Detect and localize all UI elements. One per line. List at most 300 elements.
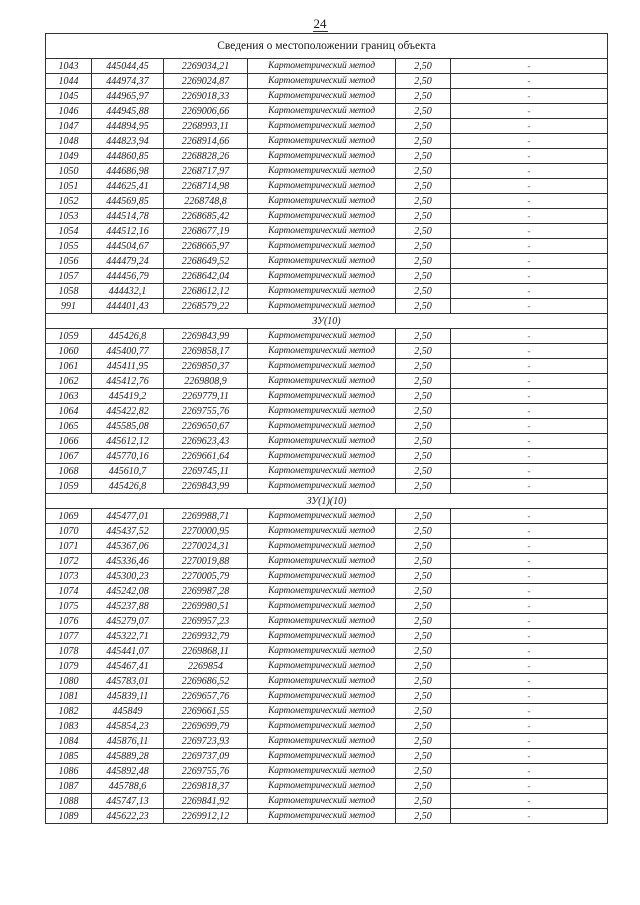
table-row xyxy=(46,404,608,419)
x-coordinate-cell: 444479,24 xyxy=(92,254,164,269)
description-cell: - xyxy=(451,419,608,434)
accuracy-cell: 2,50 xyxy=(396,734,451,749)
y-coordinate-cell: 2270024,31 xyxy=(164,539,248,554)
description-cell: - xyxy=(451,779,608,794)
x-coordinate-cell: 445279,07 xyxy=(92,614,164,629)
x-coordinate-cell: 445747,13 xyxy=(92,794,164,809)
table-row xyxy=(46,719,608,734)
table-row xyxy=(46,539,608,554)
y-coordinate-cell: 2269024,87 xyxy=(164,74,248,89)
y-coordinate-cell: 2269957,23 xyxy=(164,614,248,629)
description-cell: - xyxy=(451,479,608,494)
x-coordinate-cell: 445854,23 xyxy=(92,719,164,734)
y-coordinate-cell: 2269657,76 xyxy=(164,689,248,704)
y-coordinate-cell: 2269854 xyxy=(164,659,248,674)
accuracy-cell: 2,50 xyxy=(396,329,451,344)
table-row xyxy=(46,509,608,524)
description-cell: - xyxy=(451,389,608,404)
x-coordinate-cell: 444504,67 xyxy=(92,239,164,254)
point-number-cell: 1076 xyxy=(46,614,92,629)
method-cell: Картометрический метод xyxy=(248,659,396,674)
method-cell: Картометрический метод xyxy=(248,479,396,494)
accuracy-cell: 2,50 xyxy=(396,584,451,599)
point-number-cell: 1043 xyxy=(46,59,92,74)
method-cell: Картометрический метод xyxy=(248,509,396,524)
point-number-cell: 1044 xyxy=(46,74,92,89)
y-coordinate-cell: 2268579,22 xyxy=(164,299,248,314)
accuracy-cell: 2,50 xyxy=(396,599,451,614)
x-coordinate-cell: 445237,88 xyxy=(92,599,164,614)
x-coordinate-cell: 444625,41 xyxy=(92,179,164,194)
method-cell: Картометрический метод xyxy=(248,404,396,419)
y-coordinate-cell: 2269018,33 xyxy=(164,89,248,104)
x-coordinate-cell: 444512,16 xyxy=(92,224,164,239)
accuracy-cell: 2,50 xyxy=(396,539,451,554)
accuracy-cell: 2,50 xyxy=(396,194,451,209)
method-cell: Картометрический метод xyxy=(248,554,396,569)
description-cell: - xyxy=(451,329,608,344)
section-heading-row xyxy=(46,314,608,329)
table-row xyxy=(46,269,608,284)
accuracy-cell: 2,50 xyxy=(396,104,451,119)
accuracy-cell: 2,50 xyxy=(396,359,451,374)
point-number-cell: 1088 xyxy=(46,794,92,809)
table-row xyxy=(46,329,608,344)
accuracy-cell: 2,50 xyxy=(396,269,451,284)
x-coordinate-cell: 445889,28 xyxy=(92,749,164,764)
y-coordinate-cell: 2269650,67 xyxy=(164,419,248,434)
method-cell: Картометрический метод xyxy=(248,464,396,479)
description-cell: - xyxy=(451,689,608,704)
description-cell: - xyxy=(451,344,608,359)
table-row xyxy=(46,419,608,434)
x-coordinate-cell: 444514,78 xyxy=(92,209,164,224)
section-heading-row xyxy=(46,494,608,509)
x-coordinate-cell: 445367,06 xyxy=(92,539,164,554)
accuracy-cell: 2,50 xyxy=(396,569,451,584)
point-number-cell: 1067 xyxy=(46,449,92,464)
y-coordinate-cell: 2268642,04 xyxy=(164,269,248,284)
accuracy-cell: 2,50 xyxy=(396,524,451,539)
method-cell: Картометрический метод xyxy=(248,794,396,809)
x-coordinate-cell: 444686,98 xyxy=(92,164,164,179)
table-row xyxy=(46,134,608,149)
y-coordinate-cell: 2269623,43 xyxy=(164,434,248,449)
method-cell: Картометрический метод xyxy=(248,209,396,224)
method-cell: Картометрический метод xyxy=(248,299,396,314)
method-cell: Картометрический метод xyxy=(248,599,396,614)
method-cell: Картометрический метод xyxy=(248,194,396,209)
y-coordinate-cell: 2268748,8 xyxy=(164,194,248,209)
accuracy-cell: 2,50 xyxy=(396,554,451,569)
point-number-cell: 1086 xyxy=(46,764,92,779)
accuracy-cell: 2,50 xyxy=(396,704,451,719)
table-row xyxy=(46,344,608,359)
point-number-cell: 1053 xyxy=(46,209,92,224)
accuracy-cell: 2,50 xyxy=(396,149,451,164)
y-coordinate-cell: 2269858,17 xyxy=(164,344,248,359)
table-row xyxy=(46,569,608,584)
table-row xyxy=(46,614,608,629)
table-title-row xyxy=(46,34,608,59)
table-row xyxy=(46,659,608,674)
description-cell: - xyxy=(451,194,608,209)
table-row xyxy=(46,464,608,479)
x-coordinate-cell: 445839,11 xyxy=(92,689,164,704)
x-coordinate-cell: 444974,37 xyxy=(92,74,164,89)
description-cell: - xyxy=(451,749,608,764)
x-coordinate-cell: 445441,07 xyxy=(92,644,164,659)
method-cell: Картометрический метод xyxy=(248,704,396,719)
table-row xyxy=(46,284,608,299)
y-coordinate-cell: 2269980,51 xyxy=(164,599,248,614)
description-cell: - xyxy=(451,524,608,539)
x-coordinate-cell: 445242,08 xyxy=(92,584,164,599)
y-coordinate-cell: 2268993,11 xyxy=(164,119,248,134)
description-cell: - xyxy=(451,464,608,479)
point-number-cell: 1073 xyxy=(46,569,92,584)
table-title: Сведения о местоположении границ объекта xyxy=(46,34,608,59)
accuracy-cell: 2,50 xyxy=(396,164,451,179)
table-row xyxy=(46,209,608,224)
description-cell: - xyxy=(451,659,608,674)
table-row xyxy=(46,254,608,269)
x-coordinate-cell: 445783,01 xyxy=(92,674,164,689)
accuracy-cell: 2,50 xyxy=(396,749,451,764)
x-coordinate-cell: 445426,8 xyxy=(92,329,164,344)
point-number-cell: 1057 xyxy=(46,269,92,284)
description-cell: - xyxy=(451,239,608,254)
table-row xyxy=(46,479,608,494)
x-coordinate-cell: 445612,12 xyxy=(92,434,164,449)
accuracy-cell: 2,50 xyxy=(396,209,451,224)
point-number-cell: 1078 xyxy=(46,644,92,659)
y-coordinate-cell: 2269850,37 xyxy=(164,359,248,374)
method-cell: Картометрический метод xyxy=(248,719,396,734)
point-number-cell: 1060 xyxy=(46,344,92,359)
accuracy-cell: 2,50 xyxy=(396,239,451,254)
x-coordinate-cell: 445477,01 xyxy=(92,509,164,524)
accuracy-cell: 2,50 xyxy=(396,719,451,734)
point-number-cell: 1074 xyxy=(46,584,92,599)
method-cell: Картометрический метод xyxy=(248,734,396,749)
accuracy-cell: 2,50 xyxy=(396,134,451,149)
method-cell: Картометрический метод xyxy=(248,809,396,824)
table-row xyxy=(46,224,608,239)
method-cell: Картометрический метод xyxy=(248,674,396,689)
accuracy-cell: 2,50 xyxy=(396,389,451,404)
point-number-cell: 1069 xyxy=(46,509,92,524)
x-coordinate-cell: 445411,95 xyxy=(92,359,164,374)
x-coordinate-cell: 445437,52 xyxy=(92,524,164,539)
method-cell: Картометрический метод xyxy=(248,614,396,629)
point-number-cell: 1065 xyxy=(46,419,92,434)
y-coordinate-cell: 2269818,37 xyxy=(164,779,248,794)
point-number-cell: 1045 xyxy=(46,89,92,104)
method-cell: Картометрический метод xyxy=(248,689,396,704)
point-number-cell: 1059 xyxy=(46,479,92,494)
method-cell: Картометрический метод xyxy=(248,764,396,779)
y-coordinate-cell: 2269661,55 xyxy=(164,704,248,719)
accuracy-cell: 2,50 xyxy=(396,374,451,389)
table-row xyxy=(46,584,608,599)
point-number-cell: 1055 xyxy=(46,239,92,254)
accuracy-cell: 2,50 xyxy=(396,479,451,494)
y-coordinate-cell: 2269755,76 xyxy=(164,404,248,419)
accuracy-cell: 2,50 xyxy=(396,284,451,299)
description-cell: - xyxy=(451,539,608,554)
method-cell: Картометрический метод xyxy=(248,59,396,74)
table-row xyxy=(46,194,608,209)
method-cell: Картометрический метод xyxy=(248,224,396,239)
point-number-cell: 1058 xyxy=(46,284,92,299)
point-number-cell: 991 xyxy=(46,299,92,314)
point-number-cell: 1063 xyxy=(46,389,92,404)
y-coordinate-cell: 2268612,12 xyxy=(164,284,248,299)
x-coordinate-cell: 445622,23 xyxy=(92,809,164,824)
accuracy-cell: 2,50 xyxy=(396,299,451,314)
accuracy-cell: 2,50 xyxy=(396,629,451,644)
table-row xyxy=(46,149,608,164)
y-coordinate-cell: 2269034,21 xyxy=(164,59,248,74)
point-number-cell: 1066 xyxy=(46,434,92,449)
point-number-cell: 1071 xyxy=(46,539,92,554)
y-coordinate-cell: 2268685,42 xyxy=(164,209,248,224)
point-number-cell: 1085 xyxy=(46,749,92,764)
table-row xyxy=(46,809,608,824)
accuracy-cell: 2,50 xyxy=(396,689,451,704)
description-cell: - xyxy=(451,284,608,299)
point-number-cell: 1082 xyxy=(46,704,92,719)
page-number: 24 xyxy=(313,16,327,31)
y-coordinate-cell: 2270005,79 xyxy=(164,569,248,584)
table-row xyxy=(46,674,608,689)
method-cell: Картометрический метод xyxy=(248,104,396,119)
method-cell: Картометрический метод xyxy=(248,389,396,404)
x-coordinate-cell: 444569,85 xyxy=(92,194,164,209)
table-row xyxy=(46,749,608,764)
y-coordinate-cell: 2269006,66 xyxy=(164,104,248,119)
point-number-cell: 1081 xyxy=(46,689,92,704)
x-coordinate-cell: 445892,48 xyxy=(92,764,164,779)
accuracy-cell: 2,50 xyxy=(396,779,451,794)
method-cell: Картометрический метод xyxy=(248,254,396,269)
accuracy-cell: 2,50 xyxy=(396,224,451,239)
description-cell: - xyxy=(451,584,608,599)
accuracy-cell: 2,50 xyxy=(396,464,451,479)
accuracy-cell: 2,50 xyxy=(396,434,451,449)
point-number-cell: 1059 xyxy=(46,329,92,344)
point-number-cell: 1075 xyxy=(46,599,92,614)
description-cell: - xyxy=(451,599,608,614)
point-number-cell: 1064 xyxy=(46,404,92,419)
accuracy-cell: 2,50 xyxy=(396,509,451,524)
point-number-cell: 1072 xyxy=(46,554,92,569)
table-row xyxy=(46,689,608,704)
y-coordinate-cell: 2269699,79 xyxy=(164,719,248,734)
method-cell: Картометрический метод xyxy=(248,434,396,449)
method-cell: Картометрический метод xyxy=(248,644,396,659)
y-coordinate-cell: 2269723,93 xyxy=(164,734,248,749)
table-row xyxy=(46,104,608,119)
accuracy-cell: 2,50 xyxy=(396,179,451,194)
point-number-cell: 1077 xyxy=(46,629,92,644)
table-row xyxy=(46,449,608,464)
accuracy-cell: 2,50 xyxy=(396,59,451,74)
description-cell: - xyxy=(451,629,608,644)
accuracy-cell: 2,50 xyxy=(396,89,451,104)
description-cell: - xyxy=(451,89,608,104)
accuracy-cell: 2,50 xyxy=(396,644,451,659)
description-cell: - xyxy=(451,164,608,179)
point-number-cell: 1050 xyxy=(46,164,92,179)
accuracy-cell: 2,50 xyxy=(396,764,451,779)
point-number-cell: 1089 xyxy=(46,809,92,824)
table-row xyxy=(46,374,608,389)
method-cell: Картометрический метод xyxy=(248,164,396,179)
x-coordinate-cell: 445467,41 xyxy=(92,659,164,674)
y-coordinate-cell: 2268717,97 xyxy=(164,164,248,179)
description-cell: - xyxy=(451,719,608,734)
description-cell: - xyxy=(451,569,608,584)
method-cell: Картометрический метод xyxy=(248,749,396,764)
method-cell: Картометрический метод xyxy=(248,419,396,434)
table-row xyxy=(46,89,608,104)
point-number-cell: 1084 xyxy=(46,734,92,749)
table-row xyxy=(46,179,608,194)
x-coordinate-cell: 444401,43 xyxy=(92,299,164,314)
y-coordinate-cell: 2269868,11 xyxy=(164,644,248,659)
method-cell: Картометрический метод xyxy=(248,239,396,254)
y-coordinate-cell: 2269661,64 xyxy=(164,449,248,464)
x-coordinate-cell: 445044,45 xyxy=(92,59,164,74)
description-cell: - xyxy=(451,704,608,719)
point-number-cell: 1048 xyxy=(46,134,92,149)
table-row xyxy=(46,704,608,719)
y-coordinate-cell: 2268714,98 xyxy=(164,179,248,194)
y-coordinate-cell: 2269779,11 xyxy=(164,389,248,404)
table-row xyxy=(46,359,608,374)
description-cell: - xyxy=(451,149,608,164)
description-cell: - xyxy=(451,434,608,449)
table-row xyxy=(46,554,608,569)
method-cell: Картометрический метод xyxy=(248,329,396,344)
y-coordinate-cell: 2269843,99 xyxy=(164,479,248,494)
accuracy-cell: 2,50 xyxy=(396,659,451,674)
x-coordinate-cell: 445876,11 xyxy=(92,734,164,749)
table-row xyxy=(46,644,608,659)
coordinates-table xyxy=(45,33,608,824)
description-cell: - xyxy=(451,614,608,629)
section-heading: ЗУ(1)(10) xyxy=(46,494,608,509)
method-cell: Картометрический метод xyxy=(248,359,396,374)
x-coordinate-cell: 445422,82 xyxy=(92,404,164,419)
table-row xyxy=(46,629,608,644)
accuracy-cell: 2,50 xyxy=(396,254,451,269)
method-cell: Картометрический метод xyxy=(248,584,396,599)
point-number-cell: 1052 xyxy=(46,194,92,209)
x-coordinate-cell: 445788,6 xyxy=(92,779,164,794)
x-coordinate-cell: 445426,8 xyxy=(92,479,164,494)
y-coordinate-cell: 2269808,9 xyxy=(164,374,248,389)
accuracy-cell: 2,50 xyxy=(396,614,451,629)
description-cell: - xyxy=(451,134,608,149)
accuracy-cell: 2,50 xyxy=(396,74,451,89)
accuracy-cell: 2,50 xyxy=(396,674,451,689)
y-coordinate-cell: 2269755,76 xyxy=(164,764,248,779)
table-row xyxy=(46,764,608,779)
x-coordinate-cell: 445336,46 xyxy=(92,554,164,569)
y-coordinate-cell: 2269912,12 xyxy=(164,809,248,824)
description-cell: - xyxy=(451,674,608,689)
accuracy-cell: 2,50 xyxy=(396,449,451,464)
description-cell: - xyxy=(451,644,608,659)
x-coordinate-cell: 444965,97 xyxy=(92,89,164,104)
description-cell: - xyxy=(451,794,608,809)
y-coordinate-cell: 2270000,95 xyxy=(164,524,248,539)
accuracy-cell: 2,50 xyxy=(396,344,451,359)
x-coordinate-cell: 445585,08 xyxy=(92,419,164,434)
y-coordinate-cell: 2268677,19 xyxy=(164,224,248,239)
table-row xyxy=(46,59,608,74)
description-cell: - xyxy=(451,554,608,569)
y-coordinate-cell: 2270019,88 xyxy=(164,554,248,569)
method-cell: Картометрический метод xyxy=(248,179,396,194)
description-cell: - xyxy=(451,224,608,239)
description-cell: - xyxy=(451,734,608,749)
point-number-cell: 1070 xyxy=(46,524,92,539)
description-cell: - xyxy=(451,359,608,374)
point-number-cell: 1061 xyxy=(46,359,92,374)
description-cell: - xyxy=(451,119,608,134)
method-cell: Картометрический метод xyxy=(248,74,396,89)
table-row xyxy=(46,239,608,254)
y-coordinate-cell: 2269841,92 xyxy=(164,794,248,809)
table-row xyxy=(46,74,608,89)
x-coordinate-cell: 445322,71 xyxy=(92,629,164,644)
accuracy-cell: 2,50 xyxy=(396,404,451,419)
point-number-cell: 1080 xyxy=(46,674,92,689)
method-cell: Картометрический метод xyxy=(248,284,396,299)
description-cell: - xyxy=(451,179,608,194)
point-number-cell: 1046 xyxy=(46,104,92,119)
point-number-cell: 1079 xyxy=(46,659,92,674)
method-cell: Картометрический метод xyxy=(248,449,396,464)
x-coordinate-cell: 445610,7 xyxy=(92,464,164,479)
y-coordinate-cell: 2268649,52 xyxy=(164,254,248,269)
table-row xyxy=(46,119,608,134)
x-coordinate-cell: 445849 xyxy=(92,704,164,719)
y-coordinate-cell: 2268914,66 xyxy=(164,134,248,149)
point-number-cell: 1062 xyxy=(46,374,92,389)
y-coordinate-cell: 2269843,99 xyxy=(164,329,248,344)
section-heading: ЗУ(10) xyxy=(46,314,608,329)
y-coordinate-cell: 2269932,79 xyxy=(164,629,248,644)
y-coordinate-cell: 2268828,26 xyxy=(164,149,248,164)
x-coordinate-cell: 444432,1 xyxy=(92,284,164,299)
description-cell: - xyxy=(451,809,608,824)
accuracy-cell: 2,50 xyxy=(396,119,451,134)
point-number-cell: 1054 xyxy=(46,224,92,239)
x-coordinate-cell: 444894,95 xyxy=(92,119,164,134)
table-row xyxy=(46,734,608,749)
point-number-cell: 1087 xyxy=(46,779,92,794)
table-row xyxy=(46,599,608,614)
description-cell: - xyxy=(451,209,608,224)
point-number-cell: 1049 xyxy=(46,149,92,164)
x-coordinate-cell: 445400,77 xyxy=(92,344,164,359)
method-cell: Картометрический метод xyxy=(248,629,396,644)
